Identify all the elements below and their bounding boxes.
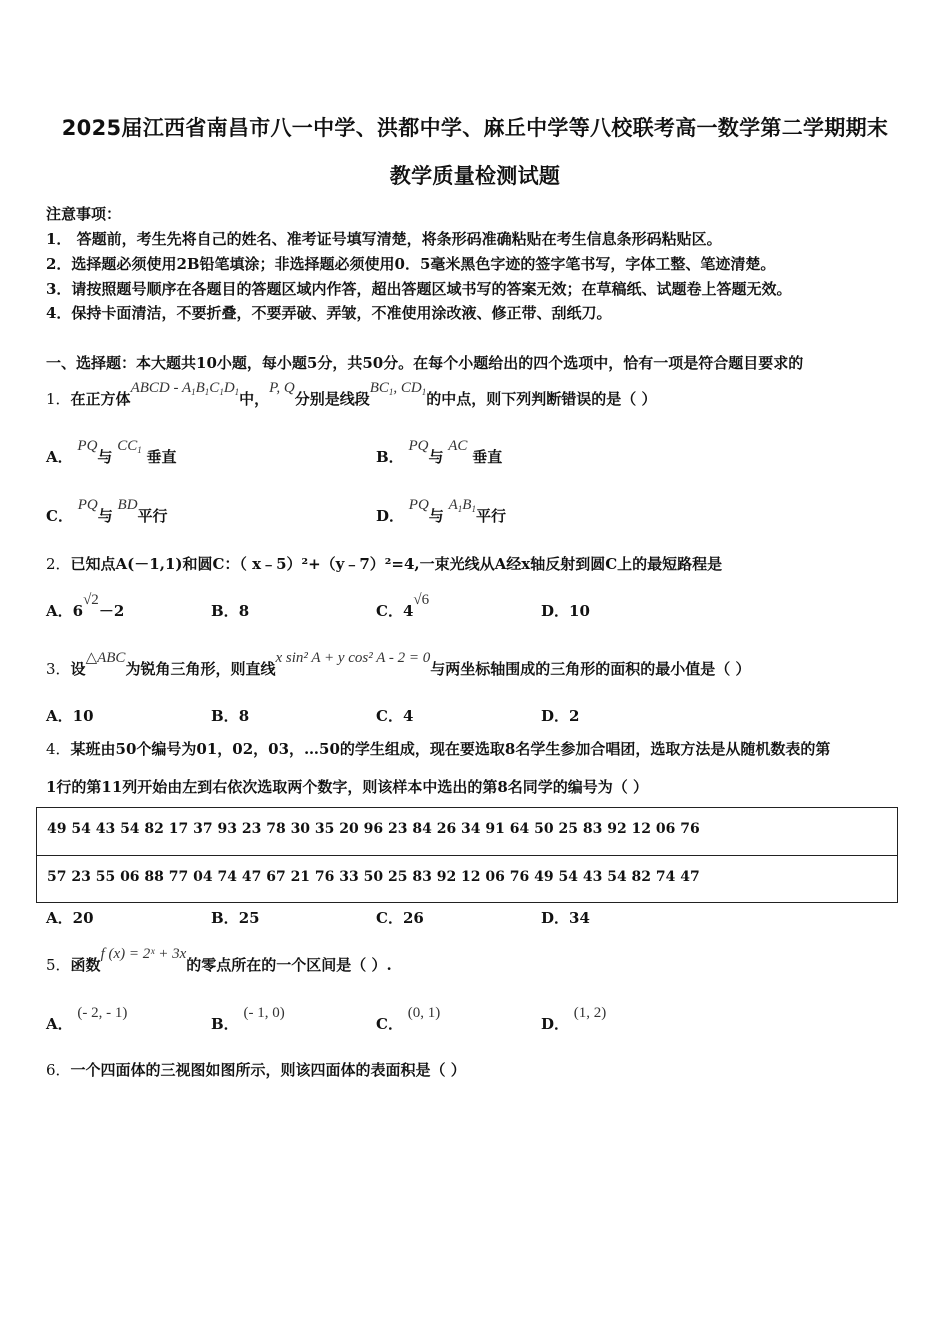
q1-math-segments: $BC_1$, $CD_1$: [369, 380, 427, 397]
exam-title-line1: 2025届江西省南昌市八一中学、洪都中学、麻丘中学等八校联考高一数学第二学期期末: [61, 116, 889, 140]
q4-number: 4．: [46, 740, 71, 758]
q2-option-b[interactable]: B．8: [211, 602, 250, 620]
q3-option-a[interactable]: A．10: [46, 707, 94, 725]
random-number-table: [36, 807, 898, 903]
q3-option-b[interactable]: B．8: [211, 707, 250, 725]
q5-text-a: 函数: [70, 956, 101, 974]
q4-option-d[interactable]: D．34: [541, 909, 590, 927]
q1-option-c[interactable]: C． PQ与 BD平行: [46, 497, 168, 525]
q3-text-b: 为锐角三角形，则直线: [125, 660, 276, 678]
notice-item-2: 2．选择题必须使用2B铅笔填涂；非选择题必须使用0．5毫米黑色字迹的签字笔书写，字体工整、笔迹清楚。: [46, 255, 776, 273]
q1-text-b: 中，: [239, 390, 270, 408]
q3-text-c: 与两坐标轴围成的三角形的面积的最小值是（ ）: [430, 660, 751, 678]
notice-item-4: 4．保持卡面清洁，不要折叠，不要弄破、弄皱，不准使用涂改液、修正带、刮纸刀。: [46, 304, 612, 322]
q1-number: 1．: [46, 390, 71, 408]
q1-option-b[interactable]: B． PQ与 AC 垂直: [376, 438, 503, 466]
question-3: [46, 650, 751, 679]
exam-title-line2: 教学质量检测试题: [389, 164, 561, 188]
question-5: [46, 946, 392, 975]
question-1: [46, 380, 657, 409]
question-2: [46, 553, 722, 574]
q4-option-a[interactable]: A．20: [46, 909, 94, 927]
q3-number: 3．: [46, 660, 71, 678]
q4-option-b[interactable]: B．25: [211, 909, 260, 927]
section-heading: 一、选择题：本大题共10小题，每小题5分，共50分。在每个小题给出的四个选项中，恰有一项是符合题目要求的: [46, 354, 804, 372]
q5-text-b: 的零点所在的一个区间是（ ）.: [186, 956, 392, 974]
q5-option-b[interactable]: B． (- 1, 0): [211, 1005, 285, 1033]
q6-text: 一个四面体的三视图如图所示，则该四面体的表面积是（ ）: [70, 1061, 466, 1079]
q3-math-triangle: △ABC: [85, 650, 126, 666]
q4-text-line1: 某班由50个编号为01，02，03，…50的学生组成，现在要选取8名学生参加合唱团，选取方法是从随机数表的第: [70, 740, 831, 758]
q5-option-a[interactable]: A． (- 2, - 1): [46, 1005, 128, 1033]
notice-heading: 注意事项：: [46, 205, 122, 223]
q2-number: 2．: [46, 555, 71, 573]
q1-text-c: 分别是线段: [294, 390, 370, 408]
q2-option-d[interactable]: D．10: [541, 602, 590, 620]
q1-option-a[interactable]: A． PQ与 $CC_1$ 垂直: [46, 438, 177, 466]
table-row: 57 23 55 06 88 77 04 74 47 67 21 76 33 50 25 83 92 12 06 76 49 54 43 54 82 74 47: [37, 855, 897, 902]
q6-number: 6．: [46, 1061, 71, 1079]
question-6: [46, 1059, 466, 1080]
q1-text-a: 在正方体: [70, 390, 131, 408]
q3-option-d[interactable]: D．2: [541, 707, 580, 725]
q2-option-c[interactable]: C．4√6: [376, 592, 430, 620]
q5-number: 5．: [46, 956, 71, 974]
q2-text: 已知点A(－1,1)和圆C：（ x﹣5）²+（y﹣7）²=4,一束光线从A经x轴反射到圆C上的最短路程是: [70, 555, 723, 573]
q2-option-a[interactable]: A．6√2－2: [46, 592, 125, 620]
q3-text-a: 设: [70, 660, 86, 678]
question-4: [46, 738, 830, 759]
q4-text-line2: 1行的第11列开始由左到右依次选取两个数字，则该样本中选出的第8名同学的编号为（ ）: [46, 778, 648, 796]
q4-option-c[interactable]: C．26: [376, 909, 424, 927]
q3-option-c[interactable]: C．4: [376, 707, 414, 725]
q1-option-d[interactable]: D． PQ与 $A_1B_1$平行: [376, 497, 506, 525]
q5-math-function: f (x) = 2ˣ + 3x: [100, 946, 187, 962]
q5-option-d[interactable]: D． (1, 2): [541, 1005, 607, 1033]
table-row: 49 54 43 54 82 17 37 93 23 78 30 35 20 96 23 84 26 34 91 64 50 25 83 92 12 06 76: [47, 821, 700, 837]
q1-math-cube: ABCD - $A_1B_1C_1D_1$: [130, 380, 240, 397]
q1-math-pq: P, Q: [269, 380, 295, 396]
q5-option-c[interactable]: C． (0, 1): [376, 1005, 441, 1033]
notice-item-1: 1． 答题前，考生先将自己的姓名、准考证号填写清楚，将条形码准确粘贴在考生信息条形码粘贴区。: [46, 230, 722, 248]
q3-math-line: x sin² A + y cos² A - 2 = 0: [275, 650, 431, 666]
q1-text-d: 的中点，则下列判断错误的是（ ）: [426, 390, 657, 408]
notice-item-3: 3．请按照题号顺序在各题目的答题区域内作答，超出答题区域书写的答案无效；在草稿纸、试题卷上答题无效。: [46, 280, 792, 298]
